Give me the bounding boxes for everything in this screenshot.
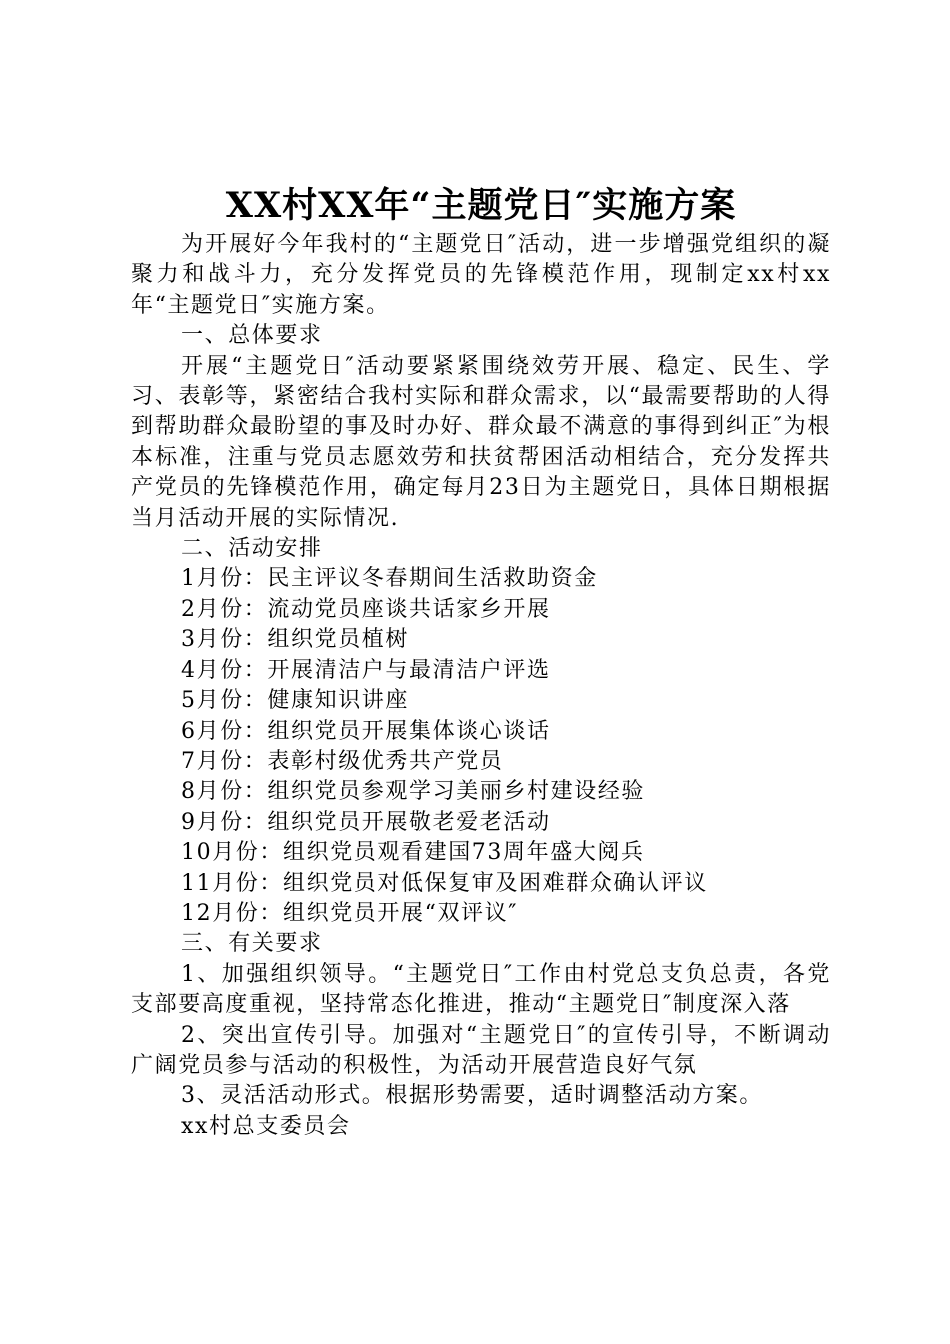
signature: xx村总支委员会 bbox=[181, 1113, 351, 1139]
requirement-item: 2、突出宣传引导。加强对“主题党日″的宣传引导，不断调动广阔党员参与活动的积极性，为活动开展营造良好气氛 bbox=[131, 1022, 831, 1078]
requirement-item: 1、加强组织领导。“主题党日″工作由村党总支负总责，各党支部要高度重视，坚持常态化推进，推动“主题党日″制度深入落 bbox=[131, 961, 831, 1018]
intro-paragraph: 为开展好今年我村的“主题党日″活动，进一步增强党组织的凝聚力和战斗力，充分发挥党员的先锋模范作用，现制定xx村xx年“主题党日″实施方案。 bbox=[131, 232, 831, 318]
schedule-item: 6月份：组织党员开展集体谈心谈话 bbox=[181, 718, 551, 744]
schedule-item: 1月份：民主评议冬春期间生活救助资金 bbox=[181, 566, 598, 592]
section-heading-requirements: 三、有关要求 bbox=[181, 931, 323, 957]
requirement-item: 3、灵活活动形式。根据形势需要，适时调整活动方案。 bbox=[181, 1083, 763, 1109]
section-heading-schedule: 二、活动安排 bbox=[181, 536, 323, 562]
document-page bbox=[131, 182, 831, 1142]
schedule-item: 10月份：组织党员观看建国73周年盛大阅兵 bbox=[181, 840, 645, 866]
schedule-item: 11月份：组织党员对低保复审及困难群众确认评议 bbox=[181, 870, 708, 896]
general-requirements-paragraph: 开展“主题党日″活动要紧紧围绕效劳开展、稳定、民生、学习、表彰等，紧密结合我村实际和群众需求，以“最需要帮助的人得到帮助群众最盼望的事及时办好、群众最不满意的事得到纠正″为根本标准，注重与党员志愿效劳和扶贫帮困活动相结合，充分发挥共产党员的先锋模范作用，确定每月23日为主题党日，具体日期根据当月活动开展的实际情况. bbox=[131, 353, 831, 531]
schedule-item: 2月份：流动党员座谈共话家乡开展 bbox=[181, 596, 551, 622]
schedule-item: 9月份：组织党员开展敬老爱老活动 bbox=[181, 809, 551, 835]
schedule-item: 3月份：组织党员植树 bbox=[181, 627, 409, 653]
schedule-item: 5月份：健康知识讲座 bbox=[181, 688, 409, 714]
document-title: XX村XX年“主题党日″实施方案 bbox=[225, 185, 737, 226]
schedule-item: 4月份：开展清洁户与最清洁户评选 bbox=[181, 657, 551, 683]
schedule-item: 8月份：组织党员参观学习美丽乡村建设经验 bbox=[181, 779, 645, 805]
schedule-list bbox=[131, 564, 831, 929]
schedule-item: 7月份：表彰村级优秀共产党员 bbox=[181, 748, 504, 774]
section-heading-general: 一、总体要求 bbox=[181, 323, 323, 349]
schedule-item: 12月份：组织党员开展“双评议″ bbox=[181, 900, 519, 926]
